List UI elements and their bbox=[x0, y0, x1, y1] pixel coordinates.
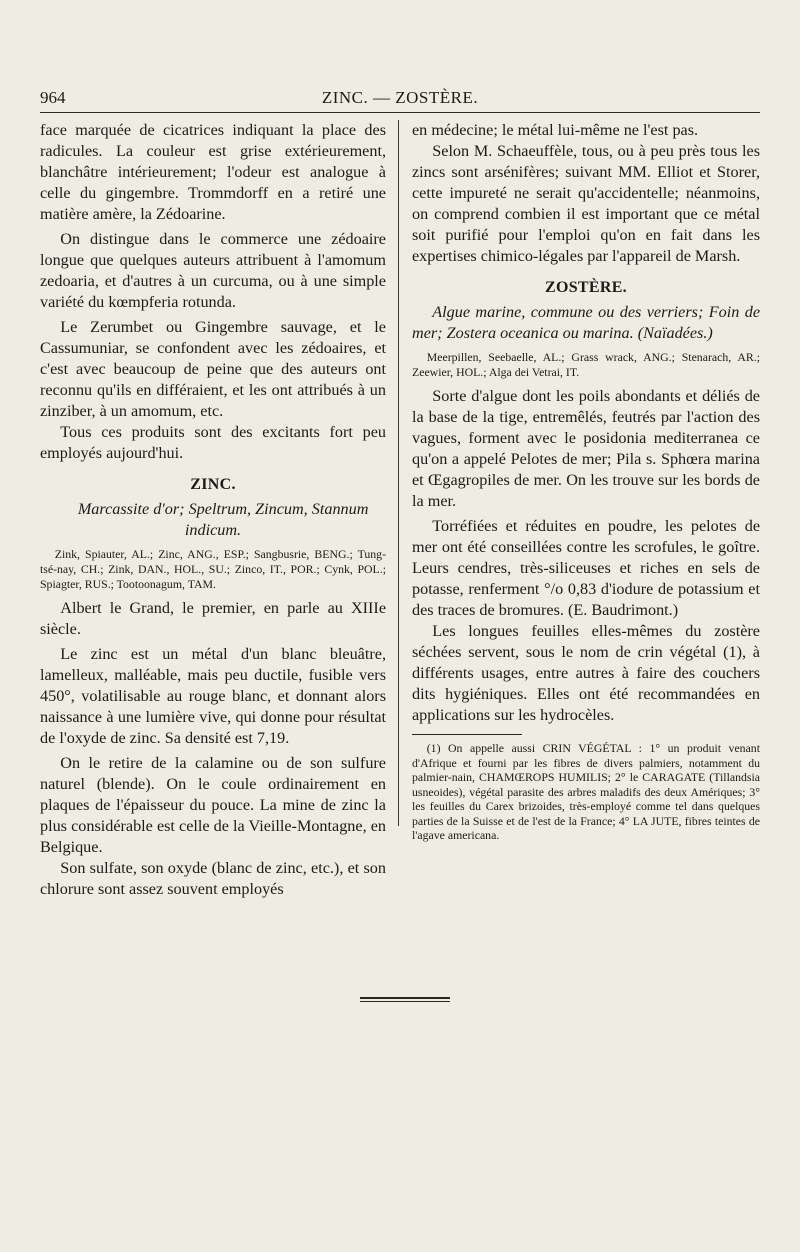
right-column bbox=[412, 120, 760, 843]
page-number: 964 bbox=[40, 88, 66, 107]
right-paragraph-3: Sorte d'algue dont les poils abondants et déliés de la base de la tige, entremêlés, feutrés par l'action des vagues, forment avec le posidonia mediterranea ce qu'on a appelé Pelotes de mer; Pila s. Sphœra marina et Œgagropiles de mer. On les trouve sur les bords de la mer. bbox=[412, 387, 760, 510]
right-paragraph-4: Torréfiées et réduites en poudre, les pelotes de mer ont été conseillées contre les scrofules, le goître. Leurs cendres, très-siliceuses et riches en sels de potasse, renferment °/o 0,83 d'iodure de potassium et des traces de bromures. (E. Baudrimont.) bbox=[412, 517, 760, 619]
right-paragraph-5: Les longues feuilles elles-mêmes du zostère séchées servent, sous le nom de crin végétal (1), à différents usages, entre autres à faire des couchers dits hygiéniques. Elles ont été recommandées en applications sur les hydrocèles. bbox=[412, 622, 760, 724]
section-title-zinc: ZINC. bbox=[190, 476, 236, 493]
left-column bbox=[40, 120, 386, 900]
right-paragraph-1: en médecine; le métal lui-même ne l'est pas. bbox=[412, 121, 699, 139]
left-paragraph-3: Le Zerumbet ou Gingembre sauvage, et le Cassumuniar, se confondent avec les zédoaires, et c'est avec beaucoup de peine que des auteurs ont reconnu qu'ils en différaient, et les ont attribués à un zinziber, à un amomum, etc. bbox=[40, 318, 386, 420]
left-paragraph-4: Tous ces produits sont des excitants fort peu employés aujourd'hui. bbox=[40, 423, 386, 462]
left-paragraph-8: Son sulfate, son oxyde (blanc de zinc, etc.), et son chlorure sont assez souvent employés bbox=[40, 859, 386, 898]
right-paragraph-2: Selon M. Schaeuffèle, tous, ou à peu près tous les zincs sont arsénifères; suivant MM. Elliot et Storer, cette impureté ne serait qu'accidentelle; néanmoins, on comprend combien il est important que ce métal soit purifié pour l'emploi qu'on en fait dans les expertises chimico-légales par l'appareil de Marsh. bbox=[412, 142, 760, 265]
zostere-languages: Meerpillen, Seebaelle, AL.; Grass wrack, ANG.; Stenarach, AR.; Zeewier, HOL.; Alga dei Vetrai, IT. bbox=[412, 350, 760, 379]
section-title-zostere: ZOSTÈRE. bbox=[545, 279, 627, 296]
left-paragraph-7: On le retire de la calamine ou de son sulfure naturel (blende). On le coule ordinairement en plaques de l'épaisseur du pouce. La mine de zinc la plus considérable est celle de la Vieille-Montagne, en Belgique. bbox=[40, 754, 386, 856]
left-paragraph-1: face marquée de cicatrices indiquant la place des radicules. La couleur est grise extérieurement, blanchâtre intérieurement; l'odeur est analogue à celle du gingembre. Trommdorff en a retiré une matière amère, la Zédoarine. bbox=[40, 121, 386, 223]
left-paragraph-5: Albert le Grand, le premier, en parle au XIIIe siècle. bbox=[40, 599, 386, 638]
column-divider bbox=[398, 120, 399, 826]
zinc-languages: Zink, Spiauter, AL.; Zinc, ANG., ESP.; Sangbusrie, BENG.; Tung-tsé-nay, CH.; Zink, DAN., HOL., SU.; Zinco, IT., POR.; Cynk, POL.; Spiagter, RUS.; Tootoonagum, TAM. bbox=[40, 547, 386, 591]
page-header bbox=[40, 88, 760, 113]
zostere-synonyms: Algue marine, commune ou des verriers; Foin de mer; Zostera oceanica ou marina. (Naïadées.) bbox=[412, 303, 760, 342]
end-rule bbox=[360, 997, 450, 999]
end-rule-thin bbox=[360, 1001, 450, 1002]
left-paragraph-2: On distingue dans le commerce une zédoaire longue que quelques auteurs attribuent à l'amomum zedoaria, et d'autres à un curcuma, ou à une simple variété du kœmpferia rotunda. bbox=[40, 230, 386, 311]
footnote: (1) On appelle aussi CRIN VÉGÉTAL : 1° un produit venant d'Afrique et fourni par les fibres de divers palmiers, notamment du palmier-nain, CHAMŒROPS HUMILIS; 2° le CARAGATE (Tillandsia usneoides), végétal parasite des arbres maladifs des deux Amériques; 3° les feuilles du Carex brizoides, très-employé comme tel dans quelques parties de la Suisse et de l'est de la France; 4° LA JUTE, fibres teintes de l'agave americana. bbox=[412, 741, 760, 842]
running-title: ZINC. — ZOSTÈRE. bbox=[321, 88, 479, 107]
zinc-synonyms: Marcassite d'or; Speltrum, Zincum, Stannum indicum. bbox=[77, 500, 369, 539]
left-paragraph-6: Le zinc est un métal d'un blanc bleuâtre, lamelleux, malléable, mais peu ductile, fusible vers 450°, volatilisable au rouge blanc, et donnant alors naissance à une lumière vive, qui donne pour résultat de l'oxyde de zinc. Sa densité est 7,19. bbox=[40, 645, 386, 747]
footnote-separator bbox=[412, 734, 522, 735]
